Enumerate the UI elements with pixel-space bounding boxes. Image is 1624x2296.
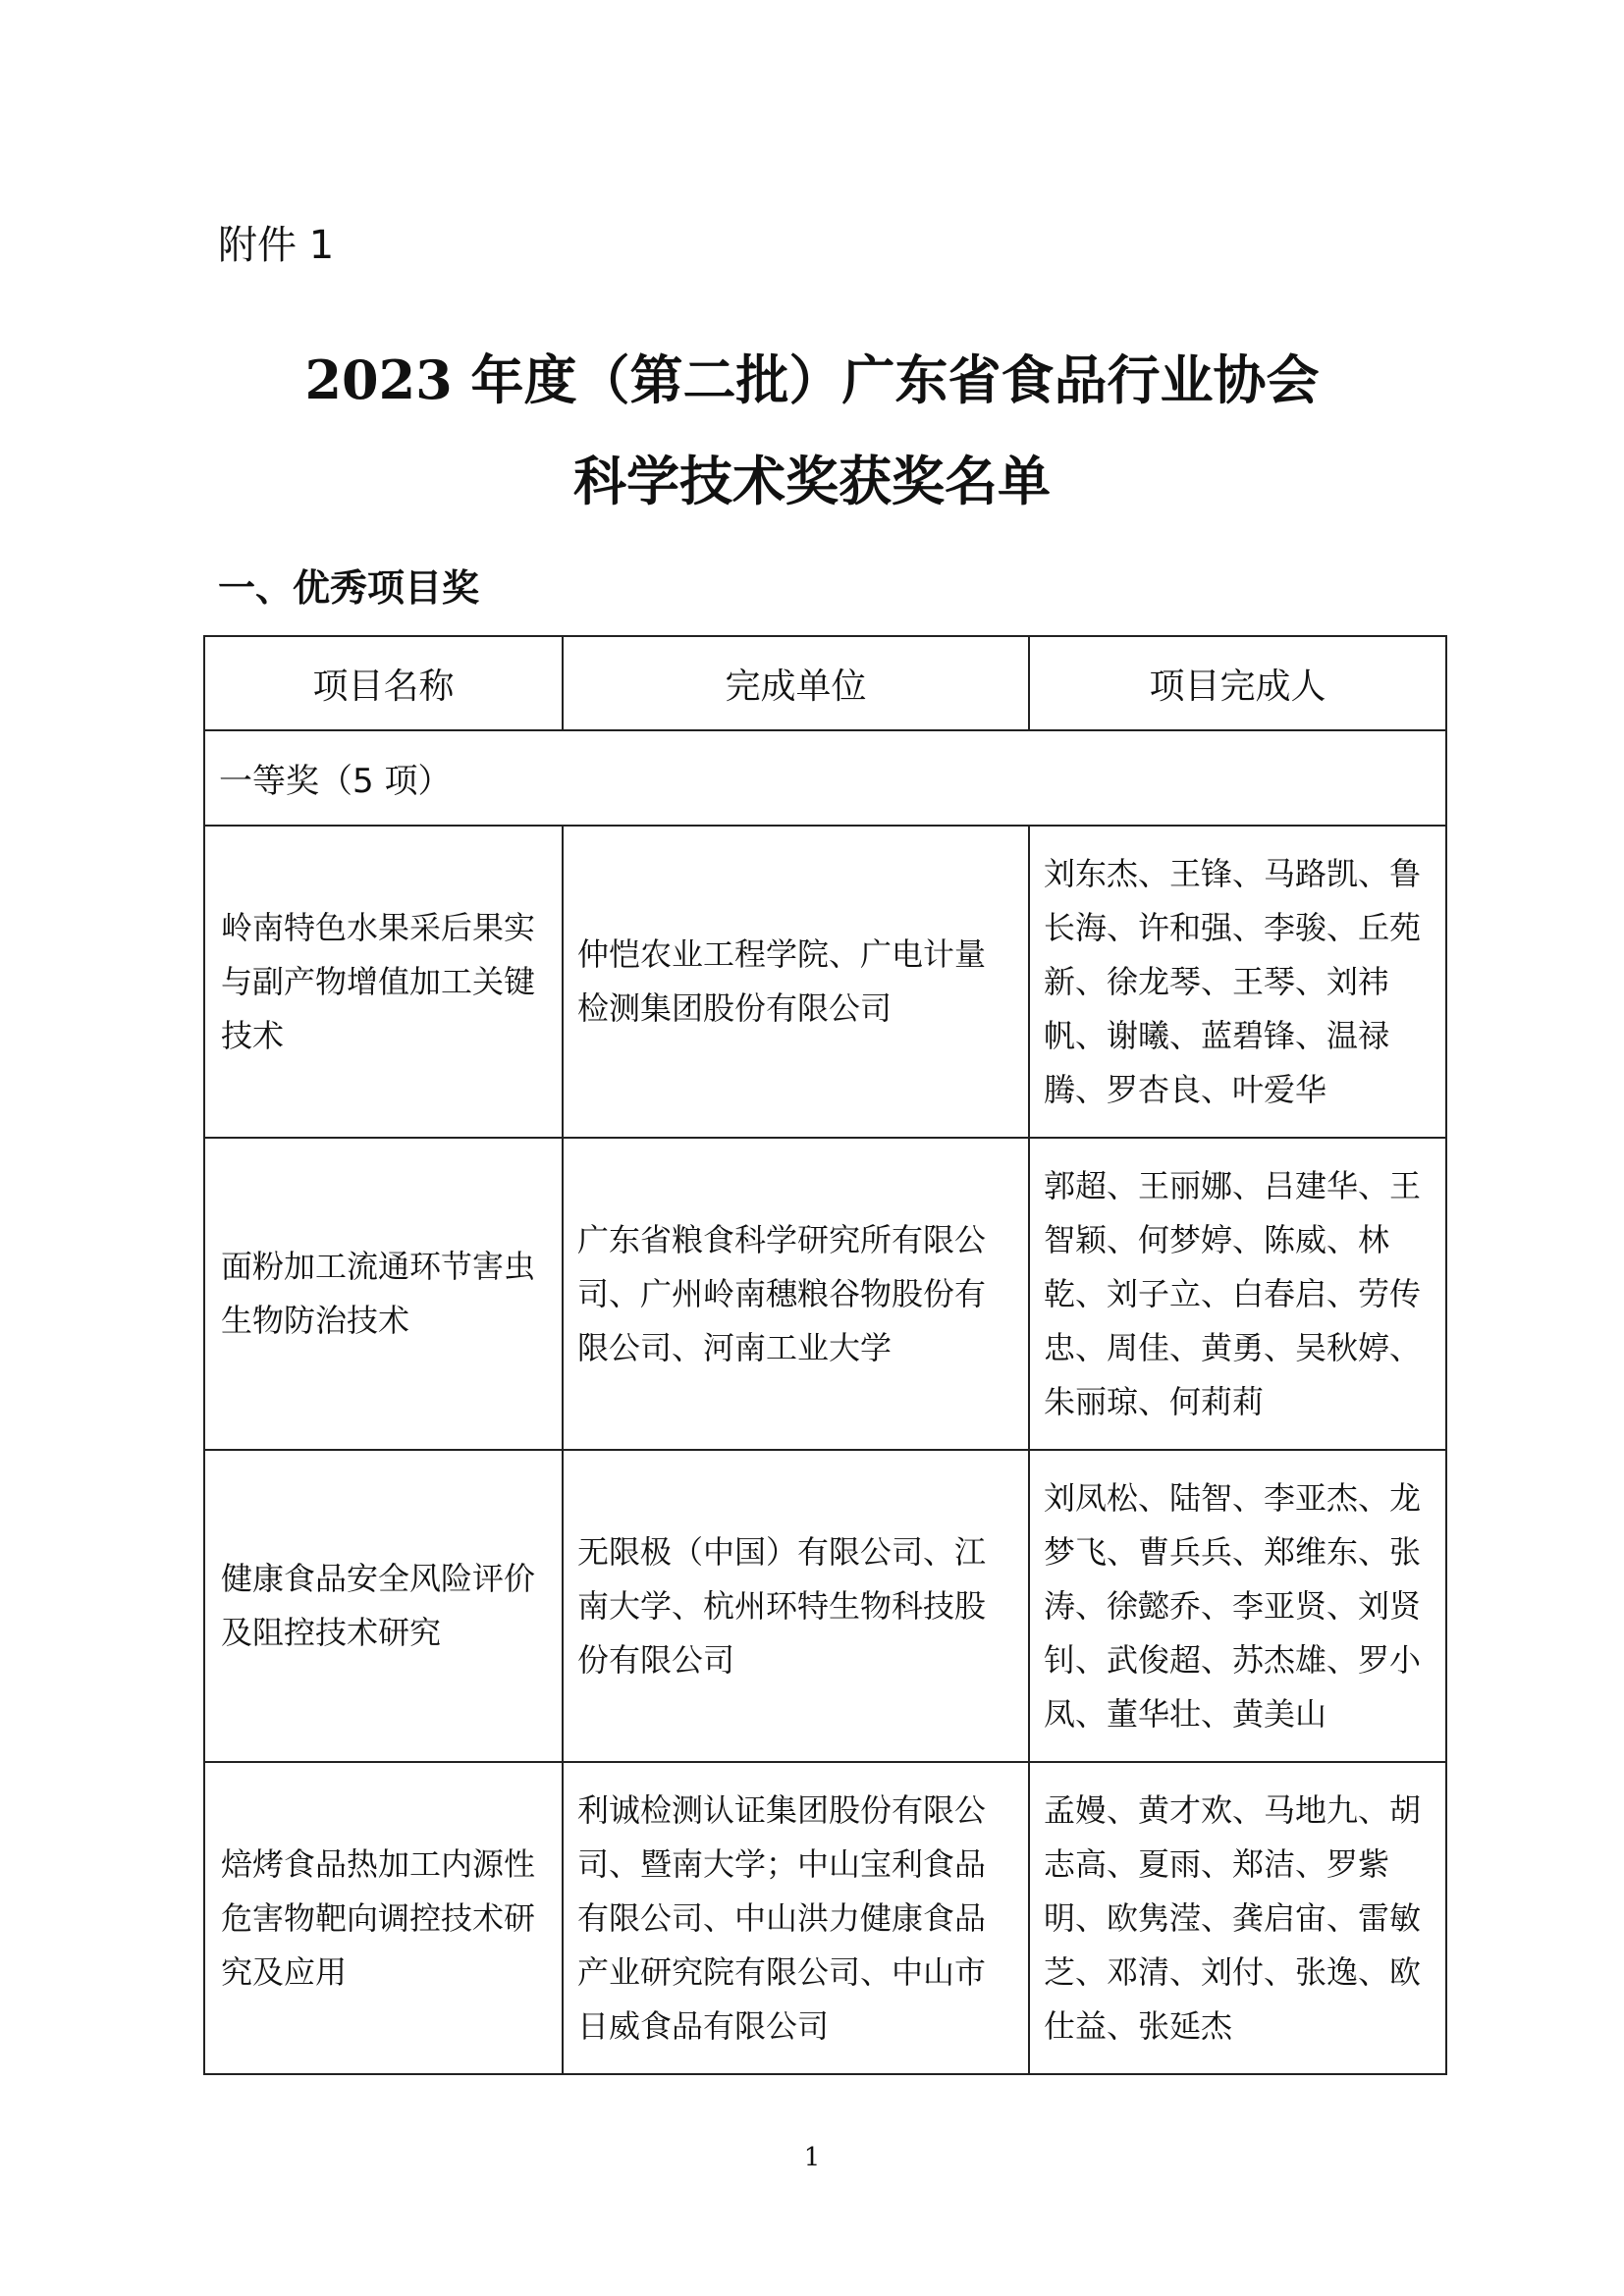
awards-table (203, 635, 1447, 2075)
header-project-name: 项目名称 (204, 636, 563, 730)
document-title-line2: 科学技术奖获奖名单 (573, 450, 1051, 512)
header-project-completers: 项目完成人 (1029, 636, 1446, 730)
project-name-cell: 岭南特色水果采后果实与副产物增值加工关键技术 (204, 826, 563, 1138)
table-row (204, 826, 1446, 1138)
attachment-label: 附件 1 (218, 223, 335, 268)
project-completers-cell: 孟嫚、黄才欢、马地九、胡志高、夏雨、郑洁、罗紫明、欧隽滢、龚启宙、雷敏芝、邓清、刘付、张逸、欧仕益、张延杰 (1029, 1762, 1446, 2074)
completing-unit-cell: 利诚检测认证集团股份有限公司、暨南大学；中山宝利食品有限公司、中山洪力健康食品产业研究院有限公司、中山市日威食品有限公司 (563, 1762, 1029, 2074)
table-row (204, 1762, 1446, 2074)
project-completers-cell: 刘东杰、王锋、马路凯、鲁长海、许和强、李骏、丘苑新、徐龙琴、王琴、刘祎帆、谢曦、蓝碧锋、温禄腾、罗杏良、叶爱华 (1029, 826, 1446, 1138)
project-name-cell: 焙烤食品热加工内源性危害物靶向调控技术研究及应用 (204, 1762, 563, 2074)
grade-row (204, 730, 1446, 826)
project-name-cell: 健康食品安全风险评价及阻控技术研究 (204, 1450, 563, 1762)
completing-unit-cell: 广东省粮食科学研究所有限公司、广州岭南穗粮谷物股份有限公司、河南工业大学 (563, 1138, 1029, 1450)
document-title-line1: 2023 年度（第二批）广东省食品行业协会 (304, 348, 1320, 411)
completing-unit-cell: 无限极（中国）有限公司、江南大学、杭州环特生物科技股份有限公司 (563, 1450, 1029, 1762)
header-completing-unit: 完成单位 (563, 636, 1029, 730)
project-name-cell: 面粉加工流通环节害虫生物防治技术 (204, 1138, 563, 1450)
grade-label: 一等奖（5 项） (204, 730, 1446, 826)
table-row (204, 1138, 1446, 1450)
page-number: 1 (803, 2143, 821, 2172)
section-heading: 一、优秀项目奖 (218, 566, 480, 610)
table-header-row (204, 636, 1446, 730)
completing-unit-cell: 仲恺农业工程学院、广电计量检测集团股份有限公司 (563, 826, 1029, 1138)
table-row (204, 1450, 1446, 1762)
project-completers-cell: 郭超、王丽娜、吕建华、王智颖、何梦婷、陈威、林乾、刘子立、白春启、劳传忠、周佳、黄勇、吴秋婷、朱丽琼、何莉莉 (1029, 1138, 1446, 1450)
project-completers-cell: 刘凤松、陆智、李亚杰、龙梦飞、曹兵兵、郑维东、张涛、徐懿乔、李亚贤、刘贤钊、武俊超、苏杰雄、罗小凤、董华壮、黄美山 (1029, 1450, 1446, 1762)
